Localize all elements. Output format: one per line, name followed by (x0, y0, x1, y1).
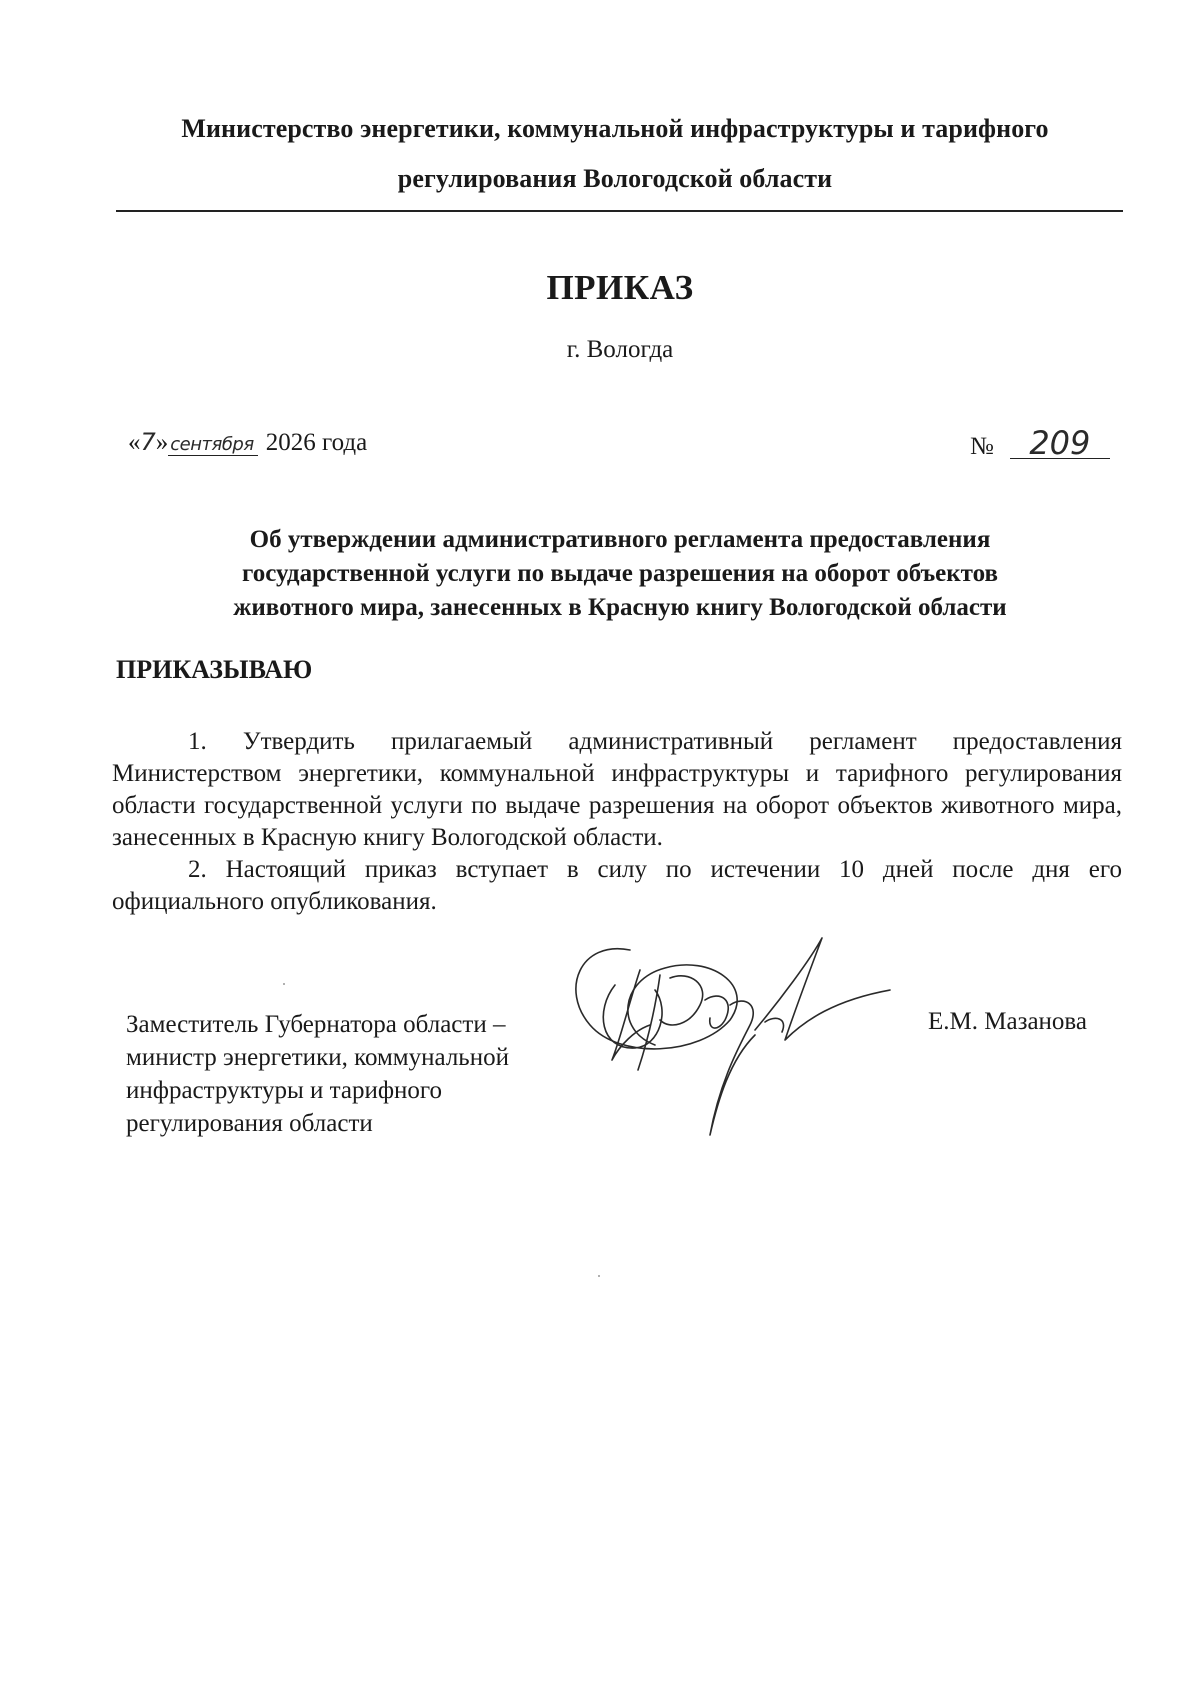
title-line1: Об утверждении административного регламента предоставления (249, 526, 991, 553)
document-title (120, 523, 1120, 625)
number-value: 209 (1010, 428, 1110, 459)
body-item-2: 2. Настоящий приказ вступает в силу по истечении 10 дней после дня его официального опубликования. (112, 856, 1122, 915)
date-close-quote: » (155, 429, 169, 456)
ministry-header-line1: Министерство энергетики, коммунальной инфраструктуры и тарифного (181, 114, 1049, 143)
document-date (128, 428, 367, 457)
handwritten-signature (560, 930, 900, 1150)
order-directive: ПРИКАЗЫВАЮ (116, 655, 313, 684)
date-year: 2026 года (265, 429, 368, 456)
signatory-position: Заместитель Губернатора области – министр энергетики, коммунальной инфраструктуры и тарифного регулирования области (126, 1011, 509, 1137)
ministry-header (110, 104, 1120, 204)
title-line2: государственной услуги по выдаче разрешения на оборот объектов (242, 560, 998, 587)
header-divider (116, 210, 1123, 212)
date-day: 7 (140, 428, 156, 456)
body-item-1: 1. Утвердить прилагаемый административный регламент предоставления Министерством энергетики, коммунальной инфраструктуры и тарифного регулирования области государственной услуги по выдаче разрешения на оборот объектов животного мира, занесенных в Красную книгу Вологодской области. (112, 728, 1122, 851)
scan-speck (283, 983, 285, 985)
signatory-name: Е.М. Мазанова (928, 1008, 1087, 1035)
date-month: сентября (168, 434, 257, 456)
date-open-quote: « (128, 429, 141, 456)
title-line3: животного мира, занесенных в Красную книгу Вологодской области (233, 594, 1007, 621)
document-city: г. Вологда (566, 336, 674, 363)
number-label: № (970, 433, 994, 460)
ministry-header-line2: регулирования Вологодской области (397, 164, 833, 193)
document-number (970, 424, 1110, 462)
document-type: ПРИКАЗ (546, 268, 694, 307)
scan-speck (598, 1275, 600, 1277)
document-body (112, 726, 1122, 918)
